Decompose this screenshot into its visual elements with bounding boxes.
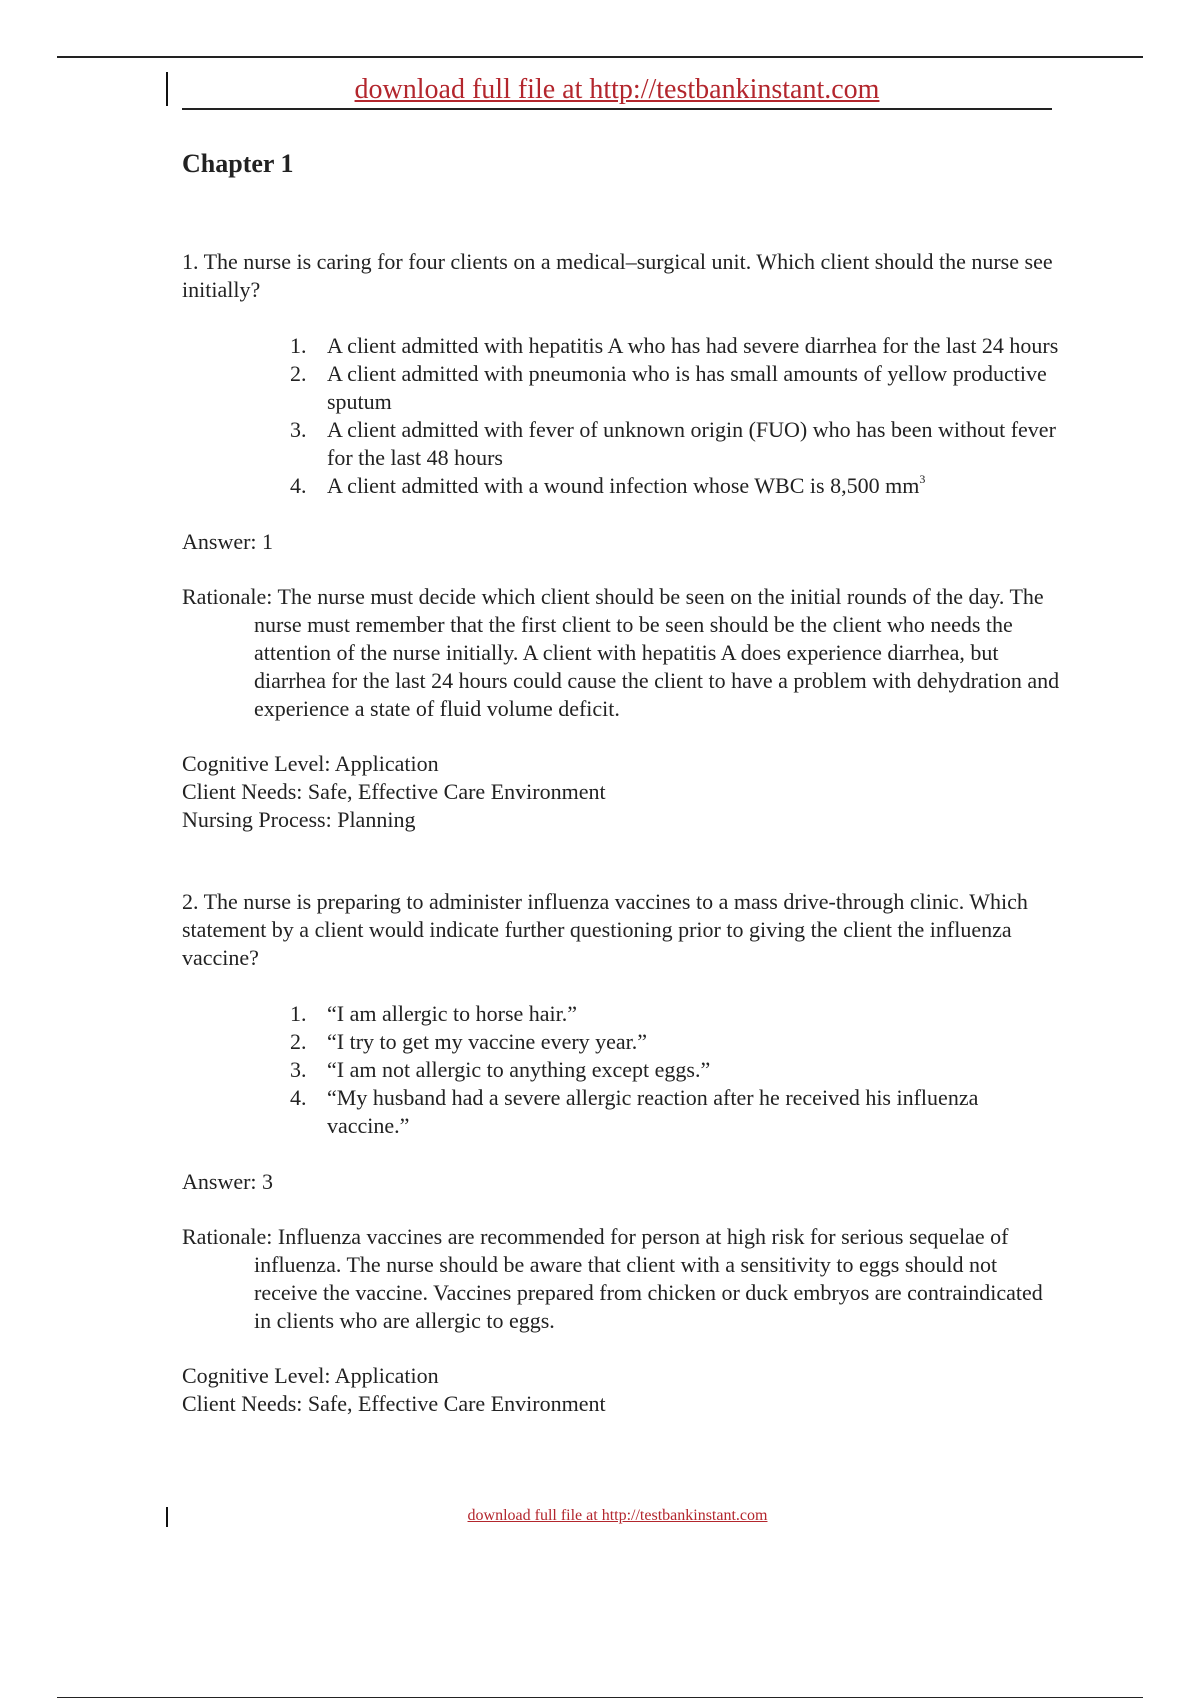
- footer: [0, 1505, 1200, 1527]
- document-body: [182, 140, 1062, 1418]
- option-item: [182, 472, 1062, 500]
- option-item: [182, 1028, 1062, 1056]
- option-text: “I am allergic to horse hair.”: [327, 1001, 578, 1026]
- answer-options: [182, 332, 1062, 500]
- answer-line: Answer: 3: [182, 1169, 274, 1194]
- option-number: 3.: [290, 417, 307, 442]
- option-text: “I try to get my vaccine every year.”: [327, 1029, 648, 1054]
- option-text: A client admitted with a wound infection whose WBC is 8,500 mm: [327, 473, 920, 498]
- option-text: “I am not allergic to anything except eggs.”: [327, 1057, 711, 1082]
- rationale: Rationale: The nurse must decide which client should be seen on the initial rounds of the day. The nurse must remember that the first client to be seen should be the client who needs the attention of the nurse initially. A client with hepatitis A does experience diarrhea, but diarrhea for the last 24 hours could cause the client to have a problem with dehydration and experience a state of fluid volume deficit.: [182, 584, 1060, 721]
- footer-download-link[interactable]: download full file at http://testbankinstant.com: [467, 1507, 768, 1524]
- nursing-process: Nursing Process: Planning: [182, 807, 416, 832]
- option-text: A client admitted with hepatitis A who has had severe diarrhea for the last 24 hours: [327, 333, 1059, 358]
- rationale: Rationale: Influenza vaccines are recommended for person at high risk for serious sequelae of influenza. The nurse should be aware that client with a sensitivity to eggs should not receive the vaccine. Vaccines prepared from chicken or duck embryos are contraindicated in clients who are allergic to eggs.: [182, 1224, 1043, 1333]
- option-number: 1.: [290, 1001, 307, 1026]
- client-needs: Client Needs: Safe, Effective Care Environment: [182, 1391, 606, 1416]
- answer-line: Answer: 1: [182, 529, 274, 554]
- answer-options: [182, 1000, 1062, 1140]
- option-text: “My husband had a severe allergic reaction after he received his influenza vaccine.”: [327, 1085, 979, 1138]
- superscript: 3: [919, 472, 926, 486]
- option-number: 4.: [290, 473, 307, 498]
- question-stem: 2. The nurse is preparing to administer influenza vaccines to a mass drive-through clinic. Which statement by a client would indicate further questioning prior to giving the client the influenza vaccine?: [182, 889, 1028, 970]
- cognitive-level: Cognitive Level: Application: [182, 1363, 439, 1388]
- option-text: A client admitted with fever of unknown origin (FUO) who has been without fever for the last 48 hours: [327, 417, 1056, 470]
- header-download-link[interactable]: download full file at http://testbankinstant.com: [354, 74, 880, 105]
- option-number: 1.: [290, 333, 307, 358]
- question-block: [182, 248, 1062, 834]
- question-block: [182, 888, 1062, 1418]
- option-number: 2.: [290, 361, 307, 386]
- top-page-rule: [57, 56, 1143, 58]
- option-item: [182, 416, 1062, 472]
- client-needs: Client Needs: Safe, Effective Care Environment: [182, 779, 606, 804]
- text-cursor: [166, 72, 168, 106]
- cognitive-level: Cognitive Level: Application: [182, 751, 439, 776]
- option-item: [182, 1056, 1062, 1084]
- option-number: 3.: [290, 1057, 307, 1082]
- option-number: 4.: [290, 1085, 307, 1110]
- option-item: [182, 332, 1062, 360]
- question-stem: 1. The nurse is caring for four clients on a medical–surgical unit. Which client should the nurse see initially?: [182, 249, 1053, 302]
- chapter-title: Chapter 1: [182, 149, 294, 178]
- header: [182, 70, 1052, 110]
- option-item: [182, 360, 1062, 416]
- option-item: [182, 1084, 1062, 1140]
- bottom-page-rule: [57, 1697, 1143, 1698]
- option-item: [182, 1000, 1062, 1028]
- option-number: 2.: [290, 1029, 307, 1054]
- option-text: A client admitted with pneumonia who is has small amounts of yellow productive sputum: [327, 361, 1047, 414]
